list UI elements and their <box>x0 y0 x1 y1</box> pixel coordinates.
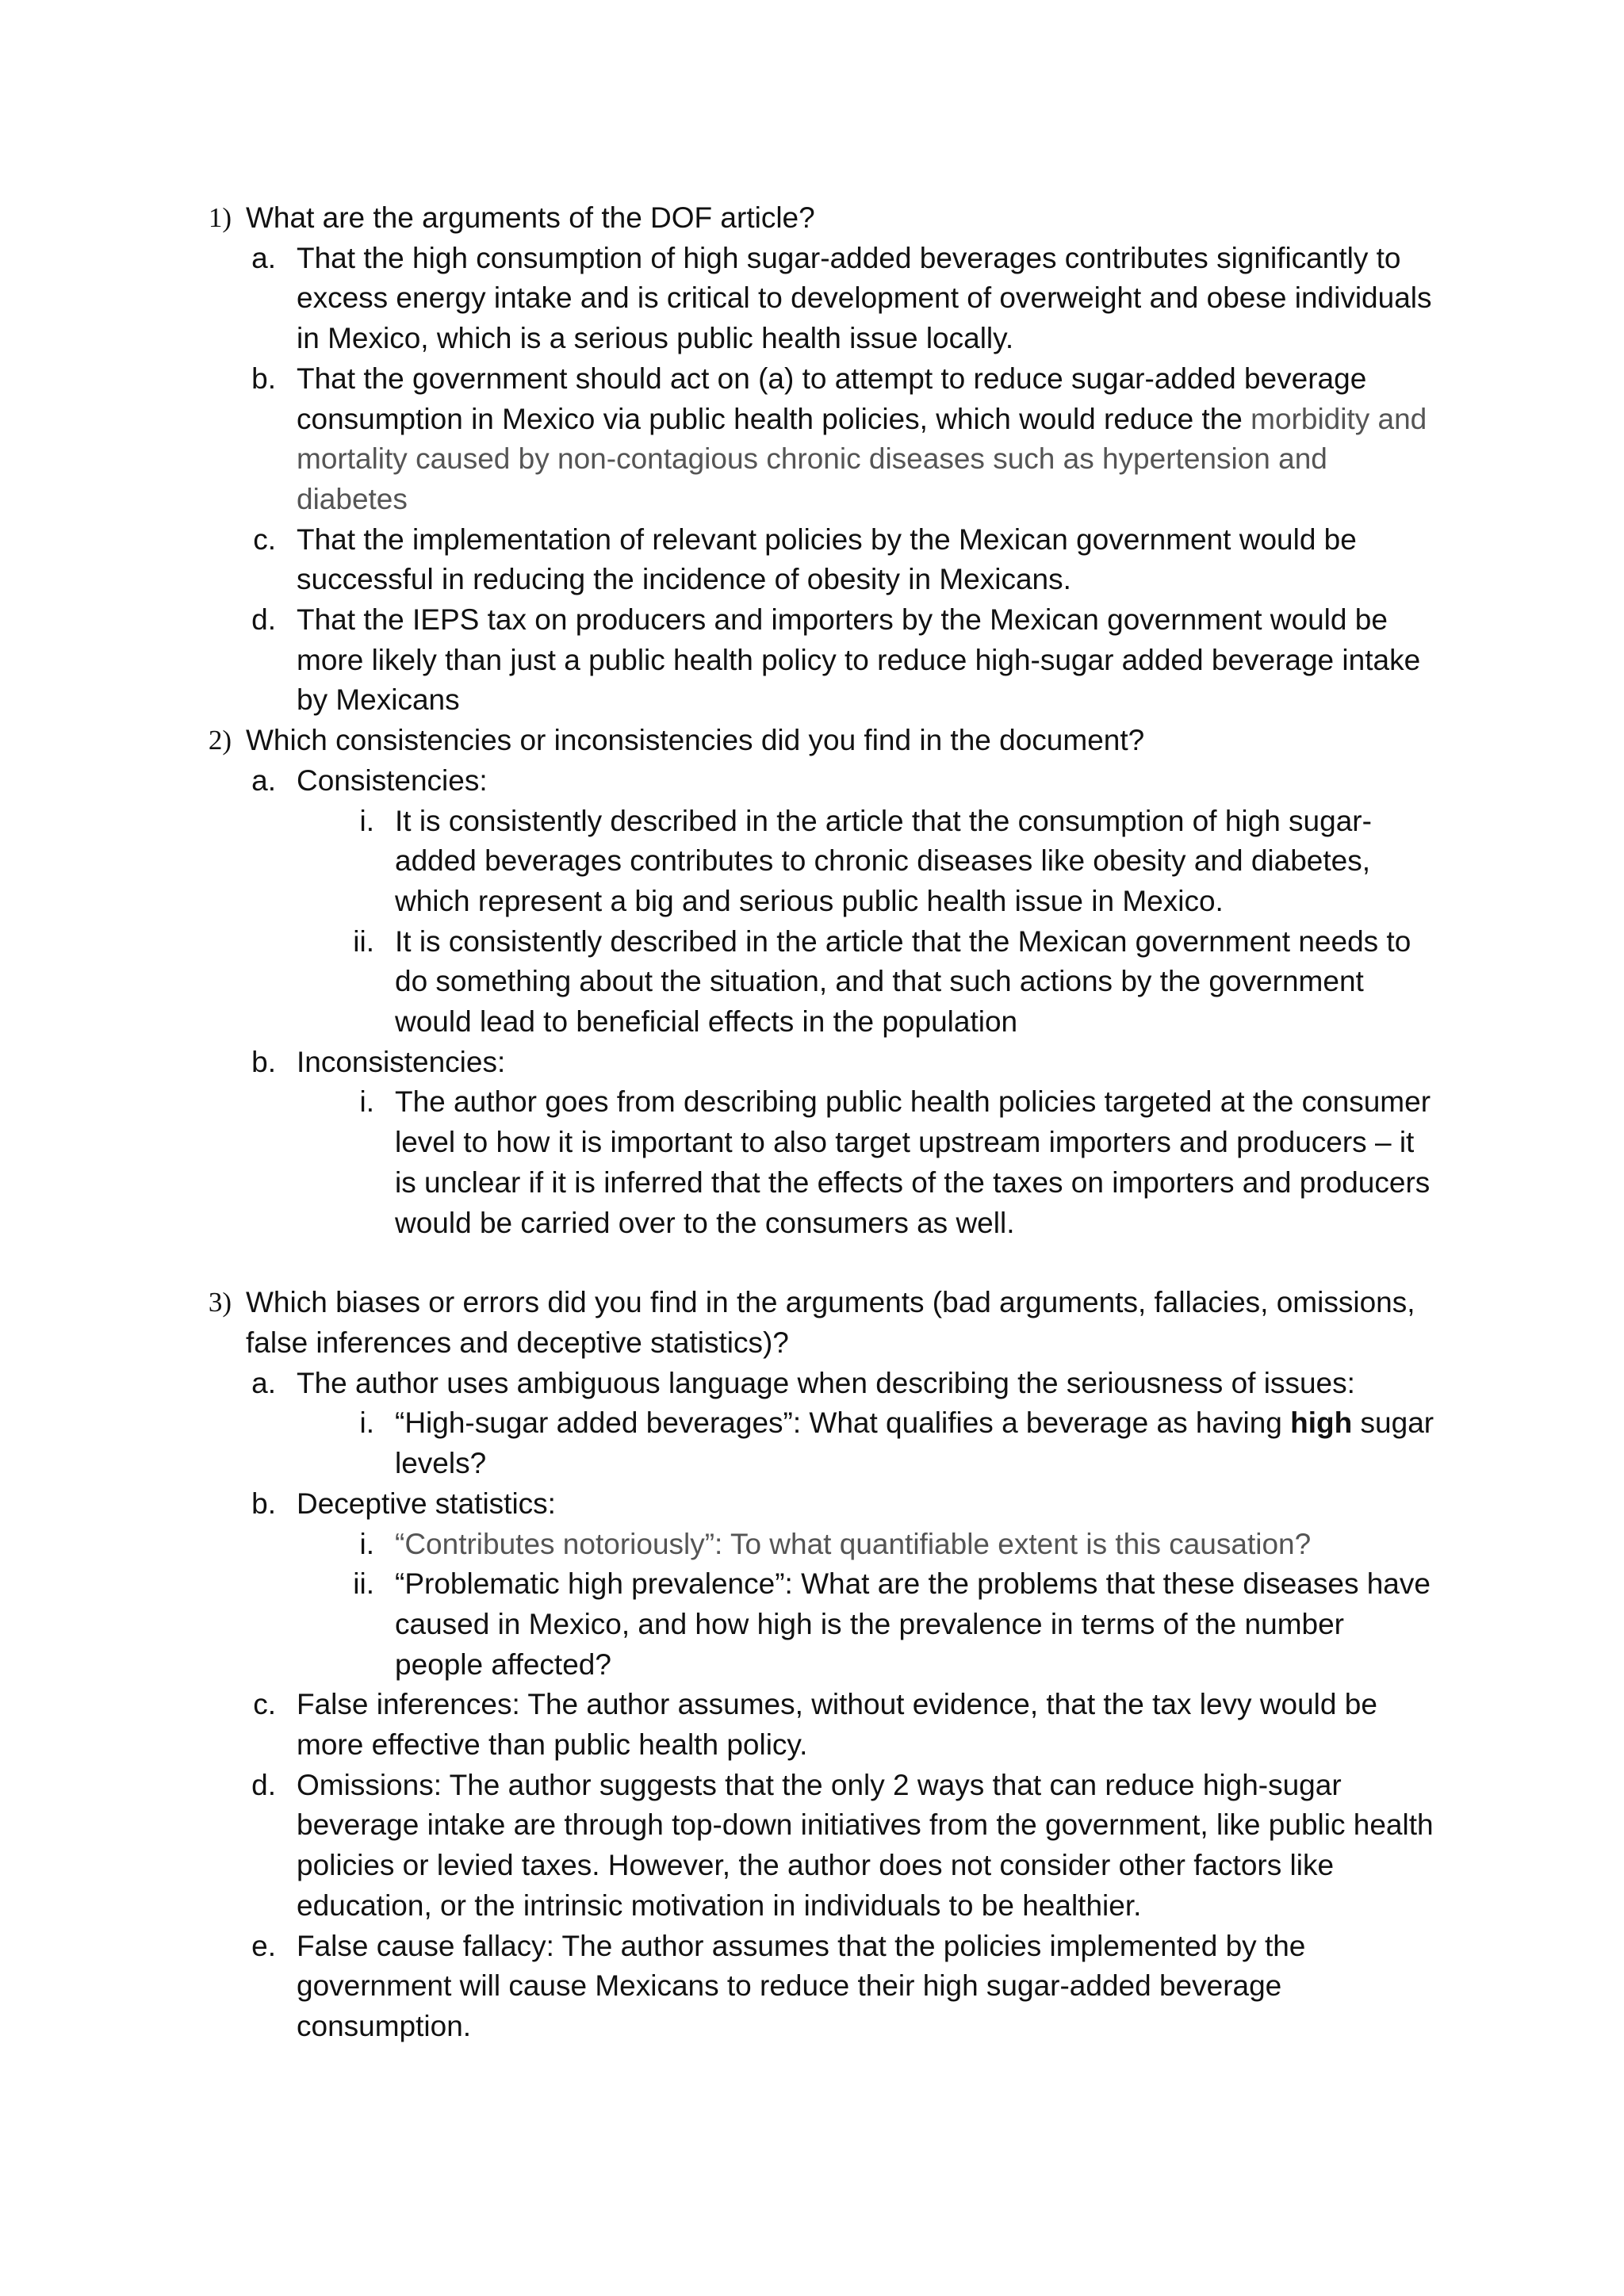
list-item-text <box>297 359 1435 520</box>
question-1 <box>198 198 1435 239</box>
text-run: “High-sugar added beverages”: What qualifies a beverage as having <box>395 1406 1291 1440</box>
list-item-text: “Contributes notoriously”: To what quantifiable extent is this causation? <box>395 1527 1312 1560</box>
list-item-text: That the implementation of relevant policies by the Mexican government would be successful in reducing the incidence of obesity in Mexicans. <box>297 522 1357 596</box>
quoted-text-run: morbidity and mortality caused by non-contagious chronic diseases such as hypertension and diabetes <box>297 402 1427 515</box>
question-number: 3) <box>208 1287 232 1318</box>
list-item <box>198 1766 1435 1927</box>
list-marker: i. <box>359 1406 374 1440</box>
list-item-text: The author goes from describing public health policies targeted at the consumer level to how it is important to also target upstream importers and producers – it is unclear if it is inferred that the effects of the taxes on importers and producers would be carried over to the consumers as well. <box>395 1085 1431 1239</box>
list-item <box>198 1927 1435 2047</box>
sub-list-item <box>198 1525 1435 1565</box>
list-item-text: That the high consumption of high sugar-added beverages contributes significantly to excess energy intake and is critical to development of overweight and obese individuals in Mexico, which is a serious public health issue locally. <box>297 241 1432 355</box>
question-3 <box>198 1283 1435 1363</box>
text-run: That the government should act on (a) to attempt to reduce sugar-added beverage consumption in Mexico via public health policies, which would reduce the <box>297 362 1367 435</box>
list-item-text: Consistencies: <box>297 763 488 797</box>
question-text: Which biases or errors did you find in the arguments (bad arguments, fallacies, omissions, false inferences and deceptive statistics)? <box>246 1286 1415 1359</box>
sub-list-item <box>198 922 1435 1043</box>
list-marker: i. <box>359 1527 374 1560</box>
list-marker: ii. <box>353 924 374 958</box>
sub-list-item <box>198 802 1435 922</box>
list-marker: b. <box>251 1045 276 1078</box>
list-item <box>198 1484 1435 1525</box>
question-number: 1) <box>208 202 232 233</box>
list-item-text: Omissions: The author suggests that the only 2 ways that can reduce high-sugar beverage intake are through top-down initiatives from the government, like public health policies or levied taxes. However, the author does not consider other factors like education, or the intrinsic motivation in individuals to be healthier. <box>297 1768 1434 1922</box>
sub-list-item <box>198 1564 1435 1685</box>
sub-list-item <box>198 1082 1435 1243</box>
list-item <box>198 239 1435 359</box>
list-item <box>198 520 1435 600</box>
question-number: 2) <box>208 725 232 756</box>
list-item-text: False inferences: The author assumes, without evidence, that the tax levy would be more effective than public health policy. <box>297 1688 1377 1762</box>
document-body <box>198 198 1435 2047</box>
text-run: sugar levels? <box>395 1406 1434 1480</box>
list-marker: a. <box>251 763 276 797</box>
list-item <box>198 1364 1435 1404</box>
list-item-text: That the IEPS tax on producers and importers by the Mexican government would be more likely than just a public health policy to reduce high-sugar added beverage intake by Mexicans <box>297 603 1421 717</box>
spacer <box>198 1243 1435 1283</box>
question-text: Which consistencies or inconsistencies did you find in the document? <box>246 724 1145 757</box>
list-item-text: It is consistently described in the article that the Mexican government needs to do something about the situation, and that such actions by the government would lead to beneficial effects in the population <box>395 924 1411 1039</box>
list-marker: c. <box>253 1688 276 1721</box>
list-item-text: It is consistently described in the article that the consumption of high sugar-added beverages contributes to chronic diseases like obesity and diabetes, which represent a big and serious public health issue in Mexico. <box>395 804 1372 917</box>
bold-text-run: high <box>1290 1406 1353 1440</box>
list-item <box>198 1685 1435 1765</box>
list-item <box>198 1043 1435 1083</box>
list-marker: i. <box>359 804 374 837</box>
list-marker: b. <box>251 1487 276 1520</box>
list-item-text: “Problematic high prevalence”: What are the problems that these diseases have caused in Mexico, and how high is the prevalence in terms of the number people affected? <box>395 1567 1431 1681</box>
list-item <box>198 761 1435 802</box>
list-marker: d. <box>251 603 276 637</box>
list-marker: a. <box>251 1366 276 1399</box>
list-item-text: Deceptive statistics: <box>297 1487 556 1520</box>
list-marker: c. <box>253 522 276 556</box>
list-marker: d. <box>251 1768 276 1801</box>
list-marker: i. <box>359 1085 374 1119</box>
list-item-text: The author uses ambiguous language when describing the seriousness of issues: <box>297 1366 1355 1399</box>
list-item-text <box>395 1403 1435 1483</box>
list-item-text: False cause fallacy: The author assumes that the policies implemented by the government will cause Mexicans to reduce their high sugar-added beverage consumption. <box>297 1929 1306 2042</box>
list-marker: b. <box>251 362 276 395</box>
question-2 <box>198 721 1435 761</box>
question-text: What are the arguments of the DOF article? <box>246 201 815 234</box>
list-item <box>198 359 1435 520</box>
list-marker: e. <box>251 1929 276 1962</box>
sub-list-item <box>198 1403 1435 1483</box>
list-item <box>198 600 1435 721</box>
list-item-text: Inconsistencies: <box>297 1045 506 1078</box>
list-marker: ii. <box>353 1567 374 1601</box>
list-marker: a. <box>251 241 276 274</box>
